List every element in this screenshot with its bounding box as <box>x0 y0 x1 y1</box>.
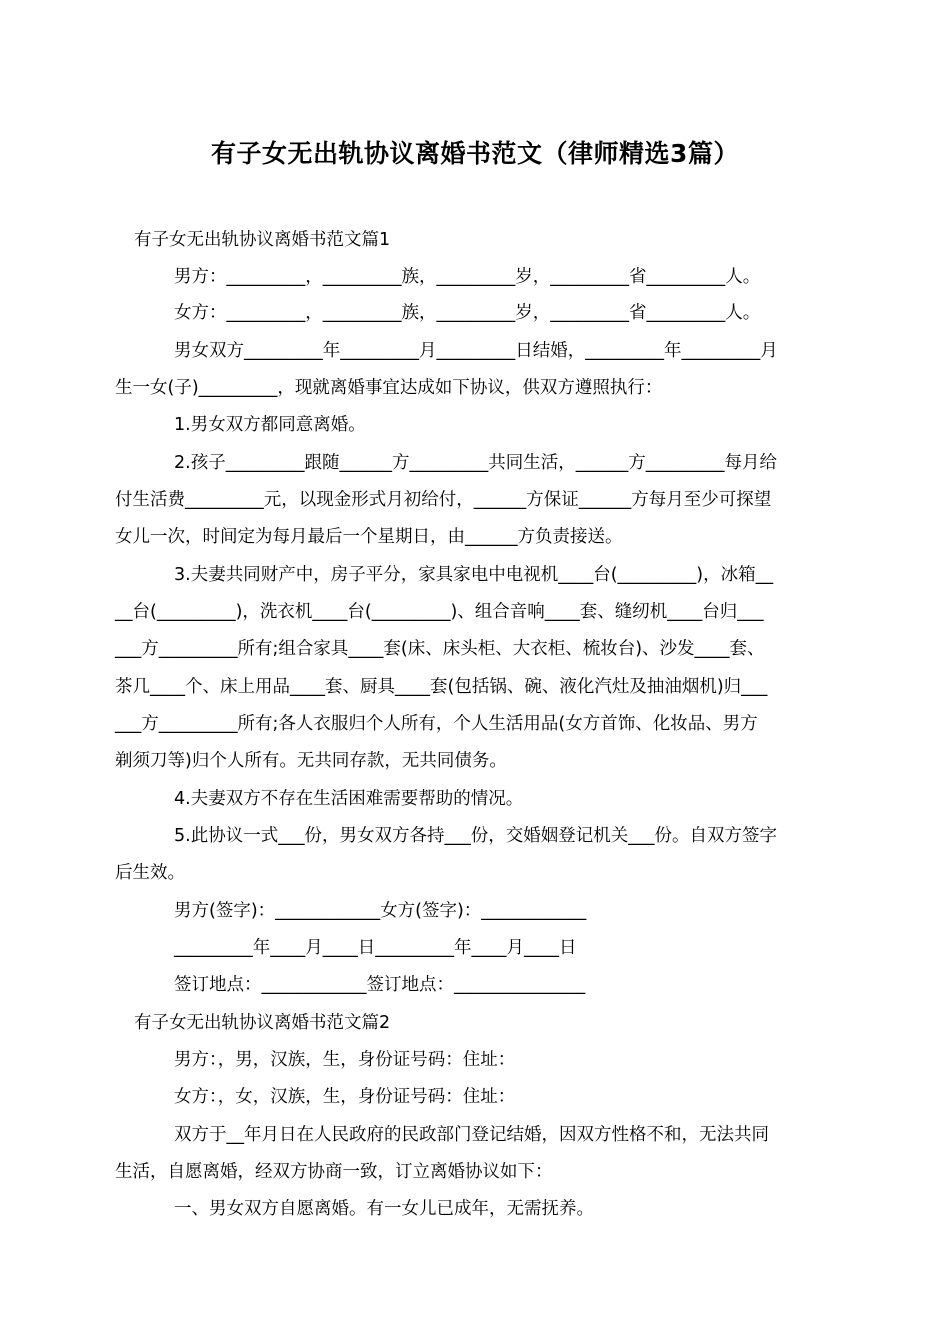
section-1-item-3-line-4: 茶几____个、床上用品____套、厨具____套(包括锅、碗、液化汽灶及抽油烟机)归___ <box>115 677 768 697</box>
section-1-date-line: _________年____月____日_________年____月____日 <box>174 938 577 958</box>
section-1-item-3-line-3: ___方_________所有;组合家具____套(床、床头柜、大衣柜、梳妆台)、沙发____套、 <box>115 639 765 659</box>
section-1-item-3-line-5: ___方_________所有;各人衣服归个人所有，个人生活用品(女方首饰、化妆品、男方 <box>115 714 758 734</box>
section-1-item-1: 1.男女双方都同意离婚。 <box>174 415 366 435</box>
section-2-intro-line-2: 生活，自愿离婚，经双方协商一致，订立离婚协议如下： <box>115 1162 553 1182</box>
section-2-clause-1: 一、男女双方自愿离婚。有一女儿已成年，无需抚养。 <box>174 1199 594 1219</box>
section-1-item-2-line-3: 女儿一次，时间定为每月最后一个星期日，由______方负责接送。 <box>115 527 623 547</box>
section-1-item-3-line-1: 3.夫妻共同财产中，房子平分，家具家电中电视机____台(_________)，冰箱__ <box>174 565 774 585</box>
section-2-woman-info: 女方：，女，汉族，生，身份证号码：住址： <box>174 1087 516 1107</box>
section-1-item-4: 4.夫妻双方不存在生活困难需要帮助的情况。 <box>174 789 524 809</box>
section-1-item-3-line-2: __台(_________)，洗衣机____台(_________)、组合音响____套、缝纫机____台归___ <box>115 602 764 622</box>
section-1-intro-line-2: 生一女(子)_________，现就离婚事宜达成如下协议，供双方遵照执行： <box>115 378 663 398</box>
section-1-heading: 有子女无出轨协议离婚书范文篇1 <box>134 230 391 250</box>
section-1-item-2-line-2: 付生活费_________元，以现金形式月初给付，______方保证______方每月至少可探望 <box>115 490 772 510</box>
section-1-place-line: 签订地点：____________签订地点：_______________ <box>174 975 586 995</box>
section-1-woman-info: 女方：_________，_________族，_________岁，_________省_________人。 <box>174 303 761 323</box>
section-1-item-2-line-1: 2.孩子_________跟随______方_________共同生活，______方_________每月给 <box>174 453 777 473</box>
section-2-intro-line-1: 双方于__年月日在人民政府的民政部门登记结婚，因双方性格不和，无法共同 <box>174 1125 769 1145</box>
document-title: 有子女无出轨协议离婚书范文（律师精选3篇） <box>211 139 739 168</box>
section-1-man-info: 男方：_________，_________族，_________岁，_________省_________人。 <box>174 267 761 287</box>
section-1-intro-line-1: 男女双方_________年_________月_________日结婚，_________年_________月 <box>174 341 778 361</box>
section-1-item-5-line-2: 后生效。 <box>115 863 185 883</box>
section-1-item-3-line-6: 剃须刀等)归个人所有。无共同存款，无共同债务。 <box>115 751 507 771</box>
section-2-man-info: 男方：，男，汉族，生，身份证号码：住址： <box>174 1050 516 1070</box>
section-1-item-5-line-1: 5.此协议一式___份，男女双方各持___份，交婚姻登记机关___份。自双方签字 <box>174 826 777 846</box>
section-1-signature-line: 男方(签字)：____________女方(签字)：____________ <box>174 901 587 921</box>
section-2-heading: 有子女无出轨协议离婚书范文篇2 <box>134 1013 391 1033</box>
